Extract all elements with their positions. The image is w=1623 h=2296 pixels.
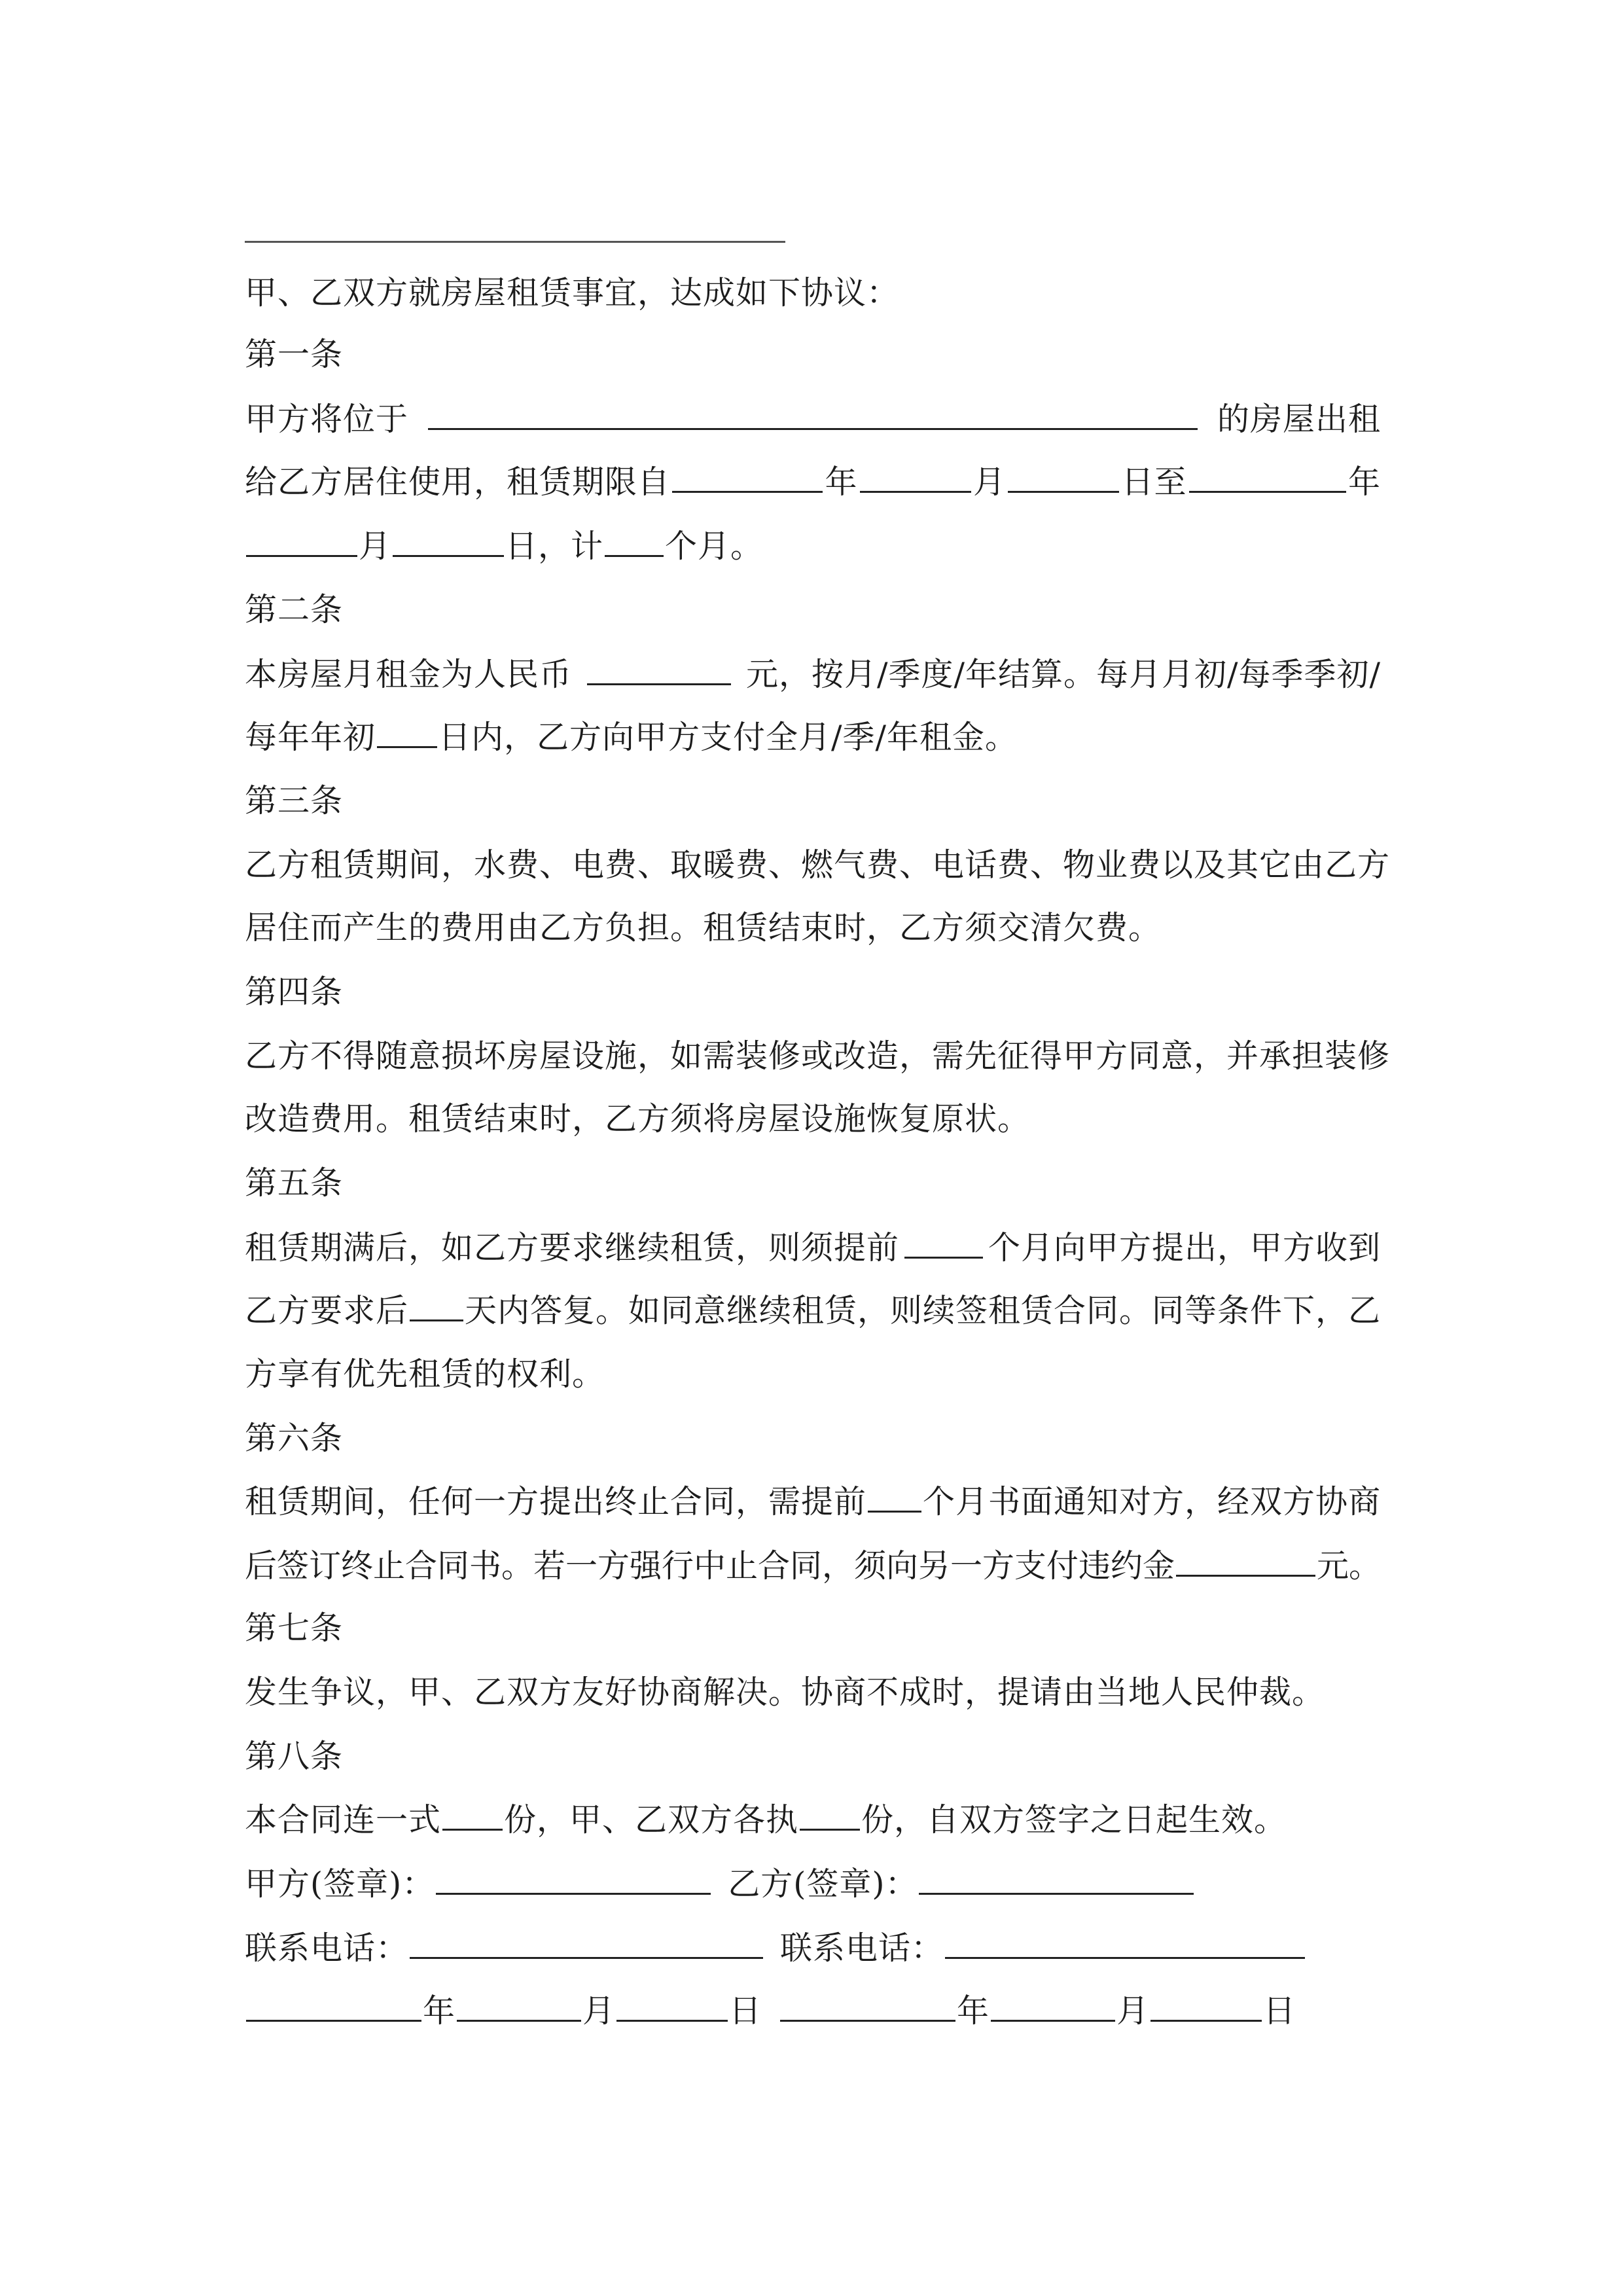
signature-line: 甲方(签章)： 乙方(签章)：: [245, 1864, 1381, 1903]
article-5-line-1: 租赁期满后，如乙方要求继续租赁，则须提前 个月向甲方提出，甲方收到: [245, 1229, 1381, 1266]
blank-start-year[interactable]: [672, 462, 823, 493]
article-6-line-2: 后签订终止合同书。若一方强行中止合同，须向另一方支付违约金 元。: [245, 1547, 1381, 1585]
blank-party-b-month[interactable]: [991, 1991, 1115, 2022]
article-4-line-2: 改造费用。租赁结束时，乙方须将房屋设施恢复原状。: [245, 1100, 1031, 1138]
blank-party-b-year[interactable]: [780, 1991, 955, 2022]
article-7-heading: 第七条: [245, 1609, 344, 1647]
article-2-heading: 第二条: [245, 591, 344, 628]
article-7-line-1: 发生争议，甲、乙双方友好协商解决。协商不成时，提请由当地人民仲裁。: [245, 1674, 1325, 1711]
blank-party-a-year[interactable]: [246, 1991, 421, 2022]
article-4-line-1: 乙方不得随意损坏房屋设施，如需装修或改造，需先征得甲方同意，并承担装修: [245, 1037, 1391, 1075]
blank-renewal-notice-months[interactable]: [904, 1228, 983, 1259]
article-6-line-1: 租赁期间，任何一方提出终止合同，需提前 个月书面通知对方，经双方协商: [245, 1483, 1381, 1520]
article-1-line-1: 甲方将位于 的房屋出租: [245, 401, 1381, 438]
blank-party-a-phone[interactable]: [410, 1928, 763, 1959]
top-divider: [245, 241, 785, 243]
blank-end-month[interactable]: [246, 526, 357, 557]
blank-copies-total[interactable]: [442, 1800, 503, 1831]
article-2-line-1: 本房屋月租金为人民币 元，按月/季度/年结算。每月月初/每季季初/: [245, 656, 1381, 693]
blank-copies-each[interactable]: [800, 1800, 860, 1831]
article-8-heading: 第八条: [245, 1738, 344, 1775]
blank-property-address[interactable]: [428, 399, 1198, 430]
blank-reply-days[interactable]: [410, 1291, 463, 1321]
blank-payment-days[interactable]: [377, 717, 437, 748]
date-line: 年 月 日 年 月 日: [245, 1991, 1381, 2030]
blank-party-b-day[interactable]: [1150, 1991, 1262, 2022]
blank-party-a-day[interactable]: [616, 1991, 728, 2022]
article-5-heading: 第五条: [245, 1164, 344, 1202]
article-3-heading: 第三条: [245, 782, 344, 819]
blank-termination-notice-months[interactable]: [868, 1482, 921, 1513]
blank-party-a-signature[interactable]: [436, 1864, 711, 1895]
article-8-line-1: 本合同连一式 份，甲、乙双方各执 份，自双方签字之日起生效。: [245, 1801, 1287, 1839]
blank-party-b-signature[interactable]: [919, 1864, 1194, 1895]
blank-party-a-month[interactable]: [457, 1991, 581, 2022]
blank-end-day[interactable]: [393, 526, 504, 557]
article-4-heading: 第四条: [245, 973, 344, 1011]
blank-party-b-phone[interactable]: [945, 1928, 1305, 1959]
blank-start-month[interactable]: [860, 462, 971, 493]
phone-line: 联系电话： 联系电话：: [245, 1928, 1381, 1967]
article-1-heading: 第一条: [245, 336, 344, 373]
blank-start-day[interactable]: [1008, 462, 1119, 493]
blank-total-months[interactable]: [605, 526, 664, 557]
article-3-line-2: 居住而产生的费用由乙方负担。租赁结束时，乙方须交清欠费。: [245, 909, 1162, 946]
article-5-line-2: 乙方要求后 天内答复。如同意继续租赁，则续签租赁合同。同等条件下，乙: [245, 1292, 1381, 1329]
article-1-line-2: 给乙方居住使用，租赁期限自 年 月 日至 年: [245, 463, 1381, 501]
article-3-line-1: 乙方租赁期间，水费、电费、取暖费、燃气费、电话费、物业费以及其它由乙方: [245, 846, 1391, 884]
article-5-line-3: 方享有优先租赁的权利。: [245, 1355, 605, 1393]
blank-end-year[interactable]: [1189, 462, 1346, 493]
article-2-line-2: 每年年初 日内，乙方向甲方支付全月/季/年租金。: [245, 719, 1018, 756]
article-1-line-3: 月 日，计 个月。: [245, 526, 1381, 565]
article-6-heading: 第六条: [245, 1420, 344, 1457]
blank-monthly-rent[interactable]: [587, 655, 731, 685]
intro-line: 甲、乙双方就房屋租赁事宜，达成如下协议：: [245, 274, 900, 312]
blank-penalty-amount[interactable]: [1176, 1546, 1315, 1577]
